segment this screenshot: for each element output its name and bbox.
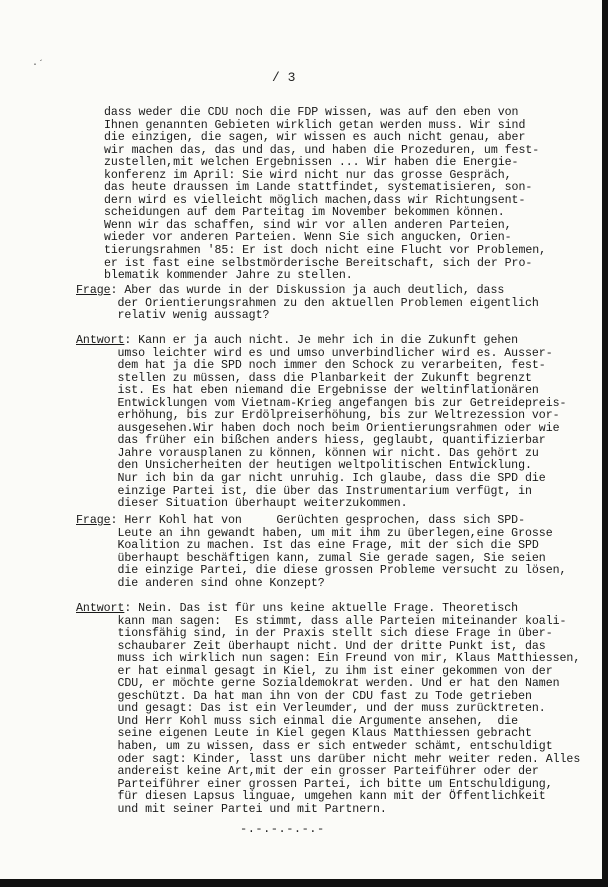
scan-edge-bottom bbox=[0, 879, 608, 887]
paragraph-continuation bbox=[104, 107, 546, 283]
paragraph-body: : Herr Kohl hat von Gerüchten gesprochen, dass sich SPD- Leute an ihn gewandt haben, um mit ihm zu überlegen,eine Grosse Koalition zu machen. Ist das eine Frage, mit der sich die SPD überhaupt beschäftigen kann, zumal Sie gerade sagen, Sie seien die einzige Partei, die diese grossen Probleme versucht zu lösen, die anderen sind ohne Konzept? bbox=[110, 514, 567, 590]
paragraph-body: : Nein. Das ist für uns keine aktuelle Frage. Theoretisch kann man sagen: Es stimmt, dass alle Parteien miteinander koali- tionsfähig sind, in der Praxis stellt sich diese Frage in über- schaubarer Zeit überhaupt nicht. Und der dritte Punkt ist, das muss ich wirklich nun sagen: Ein Freund von mir, Klaus Matthiessen, er hat einmal gesagt in Kiel, zu ihm ist einer gekommen von der CDU, er möchte gerne Sozialdemokrat werden. Und er hat den Namen geschützt. Da hat man ihn von der CDU fast zu Tode getrieben und gesagt: Das ist ein Verleumder, und der muss zurücktreten. Und Herr Kohl muss sich einmal die Argumente ansehen, die seine eigenen Leute in Kiel gegen Klaus Matthiessen gebracht haben, um zu wissen, dass er sich entweder schämt, entschuldigt oder sagt: Kinder, lasst uns darüber nicht mehr weiter reden. Alles andereist keine Art,mit der ein grosser Parteiführer oder der Parteiführer einer grossen Partei, ich bitte um Entschuldigung, für diesen Lapsus linguae, umgehen kann mit der Öffentlichkeit und mit seiner Partei und mit Partnern. bbox=[117, 602, 581, 816]
speaker-label: Frage bbox=[76, 284, 111, 297]
paragraph-question bbox=[76, 515, 566, 590]
page-number: / 3 bbox=[272, 70, 296, 85]
speaker-label: Antwort bbox=[76, 334, 125, 347]
paragraph-body: : Aber das wurde in der Diskussion ja auch deutlich, dass der Orientierungsrahmen zu den aktuellen Problemen eigentlich relativ wenig aussagt? bbox=[110, 284, 539, 323]
scan-speck: ·´ bbox=[32, 60, 45, 71]
end-marker: -.-.-.-.-.- bbox=[240, 822, 325, 836]
scan-edge-right bbox=[602, 0, 608, 887]
paragraph-answer bbox=[76, 335, 566, 511]
paragraph-answer bbox=[76, 603, 580, 816]
paragraph-body: : Kann er ja auch nicht. Je mehr ich in die Zukunft gehen umso leichter wird es und umso unverbindlicher wird es. Ausser- dem hat ja die SPD noch immer den Schock zu verarbeiten, fest- stellen zu müssen, dass die Planbarkeit der Zukunft begrenzt ist. Es hat eben niemand die Ergebnisse der weltinflationären Entwicklungen vom Vietnam-Krieg angefangen bis zur Getreidepreis- erhöhung, bis zur Erdölpreiserhöhung, bis zur Weltrezession vor- ausgesehen.Wir haben doch noch beim Orientierungsrahmen oder wie das früher ein bißchen anders hiess, geglaubt, quantifizierbar Jahre vorausplanen zu können, können wir nicht. Das gehört zu den Unsicherheiten der heutigen weltpolitischen Entwicklung. Nur ich bin da gar nicht unruhig. Ich glaube, dass die SPD die einzige Partei ist, die über das Instrumentarium verfügt, in dieser Situation überhaupt weiterzukommen. bbox=[117, 334, 567, 511]
paragraph-body: dass weder die CDU noch die FDP wissen, was auf den eben von Ihnen genannten Gebieten wirklich getan werden muss. Wir sind die einzigen, die sagen, wir wissen es auch nicht genau, aber wir machen das, das und das, und haben die Prozeduren, um fest- zustellen,mit welchen Ergebnissen ... Wir haben die Energie- konferenz im April: Sie wird nicht nur das grosse Gespräch, das heute draussen im Lande stattfindet, systematisieren, son- dern wird es vielleicht möglich machen,dass wir Richtungsent- scheidungen auf dem Parteitag im November bekommen können. Wenn wir das schaffen, sind wir vor allen anderen Parteien, wieder vor anderen Parteien. Wenn Sie sich angucken, Orien- tierungsrahmen '85: Er ist doch nicht eine Flucht vor Problemen, er ist fast eine selbstmörderische Bereitschaft, sich der Pro- blematik kommender Jahre zu stellen. bbox=[104, 106, 547, 283]
speaker-label: Frage bbox=[76, 514, 111, 527]
speaker-label: Antwort bbox=[76, 602, 125, 615]
paragraph-question bbox=[76, 285, 539, 323]
